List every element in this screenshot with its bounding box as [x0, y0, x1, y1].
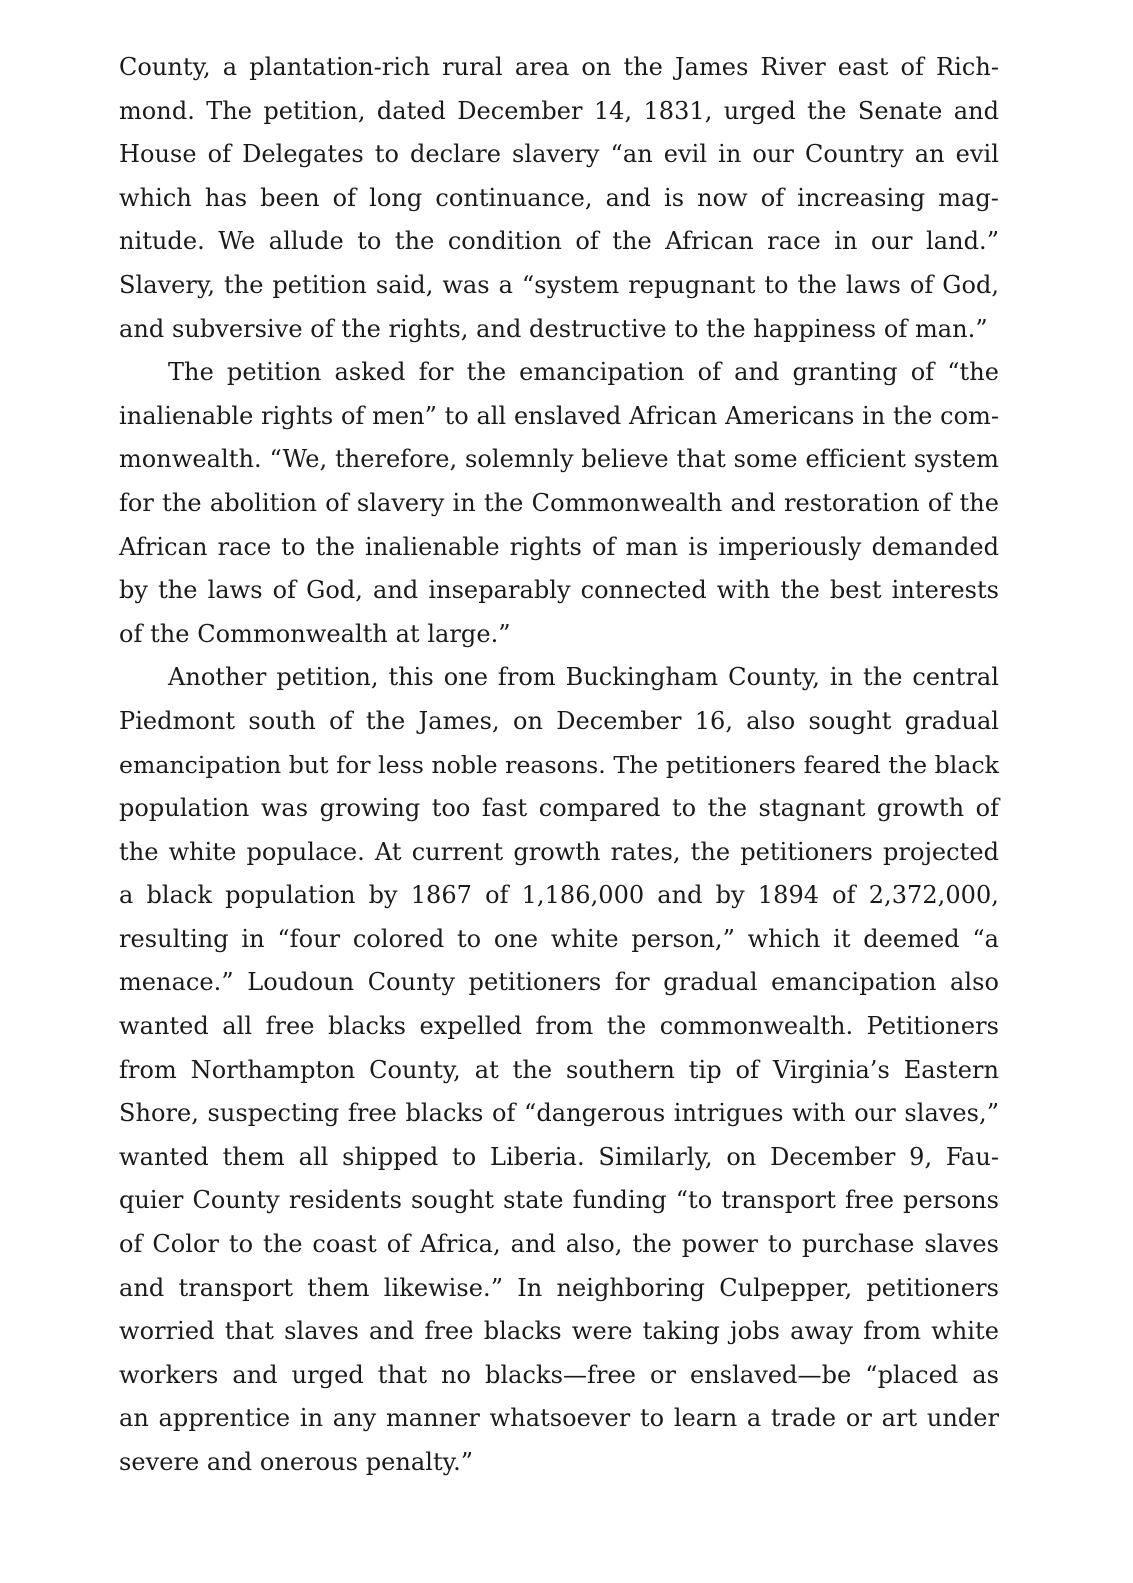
- text-line: wanted all free blacks expelled from the commonwealth. Petitioners: [119, 1012, 999, 1041]
- text-line: and transport them likewise.” In neighboring Culpepper, petitioners: [119, 1273, 1000, 1302]
- body-text: [119, 46, 999, 1485]
- text-line: worried that slaves and free blacks were taking jobs away from white: [119, 1317, 999, 1346]
- text-line: for the abolition of slavery in the Commonwealth and restoration of the: [119, 488, 1000, 517]
- text-line: of the Commonwealth at large.”: [119, 619, 511, 648]
- text-line: population was growing too fast compared to the stagnant growth of: [119, 794, 1000, 823]
- text-line: Shore, suspecting free blacks of “dangerous intrigues with our slaves,”: [119, 1099, 1000, 1128]
- text-line: and subversive of the rights, and destructive to the happiness of man.”: [119, 314, 988, 343]
- text-line: African race to the inalienable rights of man is imperiously demanded: [119, 532, 1000, 561]
- text-line: inalienable rights of men” to all enslaved African Americans in the com-: [119, 401, 999, 430]
- text-line: resulting in “four colored to one white person,” which it deemed “a: [119, 924, 1000, 953]
- text-line: wanted them all shipped to Liberia. Similarly, on December 9, Fau-: [119, 1142, 1000, 1171]
- text-line: nitude. We allude to the condition of the African race in our land.”: [119, 227, 1000, 256]
- text-line: House of Delegates to declare slavery “an evil in our Country an evil: [119, 140, 999, 169]
- text-line: of Color to the coast of Africa, and also, the power to purchase slaves: [119, 1230, 1000, 1259]
- text-line: from Northampton County, at the southern tip of Virginia’s Eastern: [119, 1055, 1000, 1084]
- paragraph-first-line: Another petition, this one from Buckingham County, in the central: [168, 663, 999, 692]
- text-line: County, a plantation-rich rural area on the James River east of Rich-: [119, 53, 1000, 81]
- text-line: mond. The petition, dated December 14, 1831, urged the Senate and: [119, 96, 999, 125]
- text-line: menace.” Loudoun County petitioners for gradual emancipation also: [119, 968, 1000, 997]
- text-line: which has been of long continuance, and is now of increasing mag-: [119, 183, 999, 212]
- paragraph-first-line: The petition asked for the emancipation of and granting of “the: [168, 358, 1000, 387]
- text-line: the white populace. At current growth rates, the petitioners projected: [119, 837, 1000, 866]
- text-line: emancipation but for less noble reasons. The petitioners feared the black: [119, 750, 999, 779]
- text-line: Slavery, the petition said, was a “system repugnant to the laws of God,: [119, 270, 1000, 299]
- text-line: Piedmont south of the James, on December 16, also sought gradual: [119, 706, 1000, 735]
- text-line: by the laws of God, and inseparably connected with the best interests: [119, 576, 1000, 605]
- text-line: quier County residents sought state funding “to transport free persons: [119, 1186, 999, 1215]
- text-line: workers and urged that no blacks—free or enslaved—be “placed as: [119, 1360, 999, 1389]
- text-line: an apprentice in any manner whatsoever to learn a trade or art under: [119, 1404, 1000, 1433]
- text-line: a black population by 1867 of 1,186,000 and by 1894 of 2,372,000,: [119, 881, 999, 910]
- text-line: monwealth. “We, therefore, solemnly believe that some efficient system: [119, 445, 999, 474]
- text-line: severe and onerous penalty.”: [119, 1448, 474, 1476]
